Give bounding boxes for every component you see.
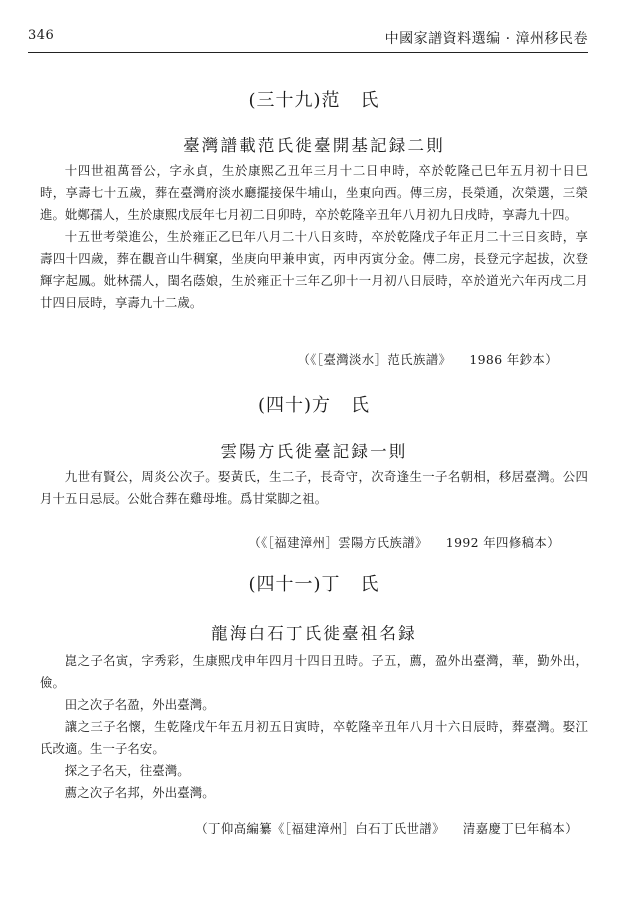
source-edition: 1992 年四修稿本）	[445, 535, 560, 550]
source-title: （《［福建漳州］雲陽方氏族譜》	[248, 535, 428, 550]
section-body	[40, 466, 588, 510]
section-number: (三十九)	[248, 90, 322, 111]
section-heading-fan	[40, 86, 588, 112]
paragraph: 讓之三子名懷，生乾隆戊午年五月初五日寅時，卒乾隆辛丑年八月十六日辰時，葬臺灣。娶江氏改適。生一子名安。	[40, 719, 588, 756]
page-number: 346	[28, 28, 55, 43]
source-citation	[40, 350, 588, 368]
paragraph: 探之子名天，往臺灣。	[64, 763, 190, 778]
section-surname-suffix: 氏	[351, 395, 371, 416]
section-body	[40, 650, 588, 804]
paragraph: 十四世祖萬晉公，字永貞，生於康熙乙丑年三月十二日申時，卒於乾隆己巳年五月初十日巳時，享壽七十五歲，葬在臺灣府淡水廳擺接保牛埔山，坐東向西。傳三房，長榮通，次榮選，三榮進。妣鄭孺人，生於康熙戊辰年七月初二日卯時，卒於乾隆辛丑年八月初九日戌時，享壽九十四。	[40, 163, 588, 222]
section-surname-suffix: 氏	[360, 90, 380, 111]
section-number: (四十)	[257, 395, 313, 416]
section-surname-suffix: 氏	[360, 574, 380, 595]
paragraph: 十五世考榮進公，生於雍正乙巳年八月二十八日亥時，卒於乾隆戊子年正月二十三日亥時，享壽四十四歲，葬在觀音山牛稠窠，坐庚向甲兼申寅，丙申丙寅分金。傳二房，長登元字起拔，次登輝字起鳳。妣林孺人，閨名蔭娘，生於雍正十三年乙卯十一月初八日辰時，卒於道光六年丙戌二月廿四日辰時，享壽九十二歲。	[40, 229, 588, 310]
section-subtitle: 雲陽方氏徙臺記録一則	[220, 442, 408, 461]
paragraph: 薦之次子名邦，外出臺灣。	[64, 785, 215, 800]
source-title: （丁仰高編纂《［福建漳州］白石丁氏世譜》	[195, 821, 445, 836]
section-surname: 方	[312, 395, 332, 416]
source-edition: 1986 年鈔本）	[469, 352, 558, 367]
paragraph: 九世有賢公，周炎公次子。娶黃氏，生二子，長奇守，次奇逢生一子名朝相，移居臺灣。公四月十五日忌辰。公妣合葬在雞母堆。爲甘棠脚之祖。	[40, 469, 588, 506]
page-header	[28, 28, 588, 53]
section-surname: 丁	[321, 574, 341, 595]
paragraph: 田之次子名盈，外出臺灣。	[64, 697, 215, 712]
source-citation	[40, 533, 588, 551]
source-title: （《［臺灣淡水］范氏族譜》	[297, 352, 452, 367]
source-edition: 清嘉慶丁巳年稿本）	[462, 821, 578, 836]
section-heading-fang	[40, 391, 588, 417]
paragraph: 崑之子名寅，字秀彩，生康熙戊申年四月十四日丑時。子五，薦，盈外出臺灣，華，勤外出，儉。	[40, 653, 588, 690]
section-subtitle: 臺灣譜載范氏徙臺開基記録二則	[183, 136, 445, 155]
section-heading-ding	[40, 570, 588, 596]
section-surname: 范	[321, 90, 341, 111]
source-citation	[40, 819, 588, 837]
section-subtitle: 龍海白石丁氏徙臺祖名録	[211, 624, 417, 643]
section-body	[40, 160, 588, 314]
section-number: (四十一)	[248, 574, 322, 595]
series-title: 中國家譜資料選编 · 漳州移民卷	[384, 31, 588, 47]
